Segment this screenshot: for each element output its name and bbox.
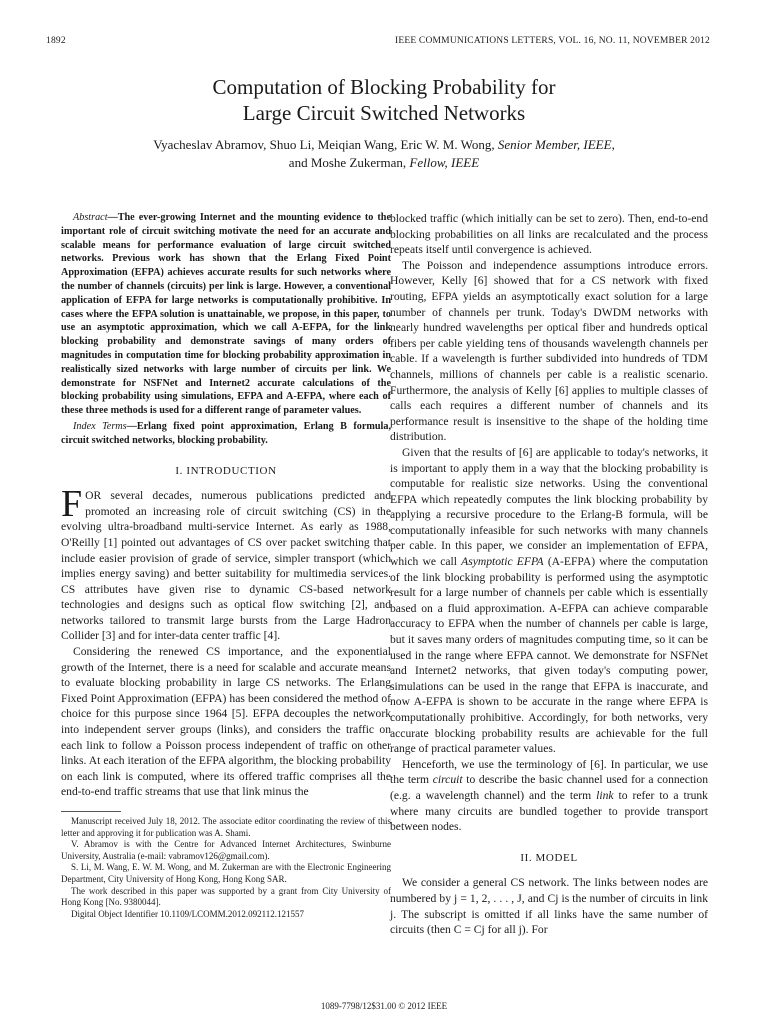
- index-terms-lead: Index Terms: [73, 420, 127, 432]
- footnote-affiliations: S. Li, M. Wang, E. W. M. Wong, and M. Zukerman are with the Electronic Engineering Department, City University of Hong Kong, Hong Kong SAR.: [61, 862, 391, 884]
- journal-header: IEEE COMMUNICATIONS LETTERS, VOL. 16, NO. 11, NOVEMBER 2012: [394, 36, 710, 46]
- copyright-footer: 1089-7798/12$31.00 © 2012 IEEE: [320, 1001, 448, 1011]
- right-paragraph-3-b: (A-EFPA) where the computation of the link blocking probability is performed using the asymptotic result for a large number of channels per cable which is essentially based on a fluid approximation. A-EFPA can achieve comparable accuracy to EFPA when the number of channels per cable is large, but it saves many orders of magnitudes computing time, so it can be used in the range where EFPA cannot. We demonstrate for NSFNet and Internet2 networks, that given today's computing power, simulations can be used in the range that EFPA is inaccurate, and now A-EFPA is shown to be accurate in the range where EFPA is computationally prohibitive. Accordingly, for both networks, very accurate blocking probability results are achievable for the full range of practical parameter values.: [390, 555, 709, 756]
- right-paragraph-3: [390, 445, 708, 757]
- model-paragraph-1: We consider a general CS network. The links between nodes are numbered by j = 1, 2, . . . , J, and Cj is the number of circuits in link j. The subscript is omitted if all links have the same number of circuits (then C = Cj for all j). For: [390, 876, 708, 937]
- abstract-lead: Abstract: [73, 212, 108, 223]
- footnote-divider: [61, 811, 121, 812]
- authors-line-1: [0, 136, 768, 154]
- abstract-text: —The ever-growing Internet and the mounting evidence to the important role of circuit switching motivate the need for an accurate and scalable means for performance evaluation of large circuit switched networks. Previous work has shown that the Erlang Fixed Point Approximation (EFPA) achieves accurate results for such networks where the number of channels (circuits) per link is large. However, a conventional application of EFPA for large networks is computationally prohibitive. In cases where the EFPA solution is unattainable, we propose, in this paper, to use an asymptotic approximation, which we call A-EFPA, for the link blocking probability and demonstrate savings of many orders of magnitudes in computation time for blocking probability approximation in realistically sized networks with large number of circuits per link. We demonstrate for NSFNet and Internet2 accurate calculations of the blocking probability using simulations, EFPA and A-EFPA, where each of these three methods is used for a different range of parameter values.: [61, 212, 391, 417]
- section-heading-model: II. MODEL: [520, 851, 578, 864]
- author-names-2: and Moshe Zukerman,: [288, 155, 410, 170]
- abstract: [61, 211, 391, 418]
- index-terms-text: —Erlang fixed point approximation, Erlang B formula, circuit switched networks, blocking probability.: [61, 420, 391, 446]
- right-paragraph-4-b: to describe the basic channel used for a connection (e.g. a wavelength channel) and the term: [390, 773, 708, 802]
- author-list: [0, 136, 768, 172]
- author-sep: ,: [611, 137, 615, 152]
- index-terms: [61, 420, 391, 448]
- footnote-abramov: V. Abramov is with the Centre for Advanced Internet Architectures, Swinburne University, Australia (e-mail: vabramov126@gmail.com).: [61, 839, 391, 861]
- title-line-1: Computation of Blocking Probability for: [212, 75, 556, 99]
- section-heading-introduction: I. INTRODUCTION: [175, 464, 277, 477]
- author-names-1: Vyacheslav Abramov, Shuo Li, Meiqian Wang, Eric W. M. Wong,: [153, 137, 498, 152]
- page-number: 1892: [46, 36, 66, 46]
- right-paragraph-4-c: to refer to a trunk where many circuits are bundled together to provide transport between nodes.: [390, 788, 708, 834]
- right-paragraph-2: The Poisson and independence assumptions introduce errors. However, Kelly [6] showed that for a CS network with fixed routing, EFPA yields an asymptotically exact solution for a large number of channels per trunk. Today's DWDM networks with nearly hundred wavelengths per optical fiber and hundreds optical fibers per cable yielding tens of thousands wavelength channels per cable. If a wavelength is further subdivided into hundreds of TDM channels, millions of channels per cable is a realistic scenario. Furthermore, the analysis of Kelly [6] applies to multiple classes of calls each requires a different number of channels and its performance result is insensitive to the shape of the holding time distribution.: [390, 258, 708, 444]
- right-paragraph-4-a: Henceforth, we use the terminology of [6]. In particular, we use the term: [390, 757, 708, 787]
- footnote-doi: Digital Object Identifier 10.1109/LCOMM.2012.092112.121557: [71, 908, 305, 919]
- footnote-manuscript: Manuscript received July 18, 2012. The associate editor coordinating the review of this letter and approving it for publication was A. Shami.: [61, 816, 391, 838]
- footnote-grant: The work described in this paper was supported by a grant from City University of Hong Kong [No. 9380044].: [61, 885, 391, 908]
- circuit-term: circuit: [432, 773, 463, 787]
- asymptotic-efpa-term: Asymptotic EFPA: [461, 555, 544, 569]
- author-role-2: Fellow, IEEE: [409, 155, 480, 170]
- right-paragraph-3-a: Given that the results of [6] are applicable to today's networks, it is important to apply them in a way that the blocking probability is computable for realistic size networks. Using the conventional EFPA which repeatedly computes the link blocking probability by applying a recursive procedure to the Erlang-B formula, will be computationally infeasible for such networks with many channels per cable. In this paper, we consider an implementation of EFPA, which we call: [390, 445, 708, 569]
- right-paragraph-4: [390, 757, 708, 835]
- intro-paragraph-1-text: OR several decades, numerous publications predicted and promoted an increasing role of circuit switching (CS) in the evolving ultra-broadband multi-service Internet. As early as 1988, O'Reilly [1] pointed out advantages of CS over packet switching that include easier provision of grade of service, simpler transport (which implies energy saving) and better suitability for multimedia services. CS attributes have given rise to dynamic CS-based network technologies and designs such as optical flow switching [2], and networks tailored to transmit large bursts from the Large Hadron Collider [3] and for inter-data center traffic [4].: [61, 489, 391, 643]
- intro-paragraph-1: [61, 483, 391, 644]
- right-column: [390, 211, 708, 938]
- paper-title: [0, 74, 768, 126]
- author-role-1: Senior Member, IEEE: [497, 137, 612, 152]
- authors-line-2: [0, 154, 768, 172]
- left-column: [61, 211, 391, 920]
- link-term: link: [596, 788, 614, 802]
- title-line-2: Large Circuit Switched Networks: [242, 101, 526, 125]
- right-paragraph-1: blocked traffic (which initially can be set to zero). Then, end-to-end blocking probabilities on all links are recalculated and the process repeats itself until convergence is achieved.: [390, 212, 708, 257]
- drop-cap: F: [61, 483, 83, 526]
- intro-paragraph-2: Considering the renewed CS importance, and the exponential growth of the Internet, there is a need for scalable and accurate means to evaluate blocking probability in large CS networks. The Erlang Fixed Point Approximation (EFPA) has been considered the method of choice for this purpose since 1964 [5]. EFPA decouples the network into independent server groups (links), and considers the traffic on each link to follow a Poisson process independent of traffic on other links. At each iteration of the EFPA algorithm, the blocking probability on each link is computed, where its offered traffic comprises all the end-to-end traffic streams that use that link minus the: [61, 645, 391, 799]
